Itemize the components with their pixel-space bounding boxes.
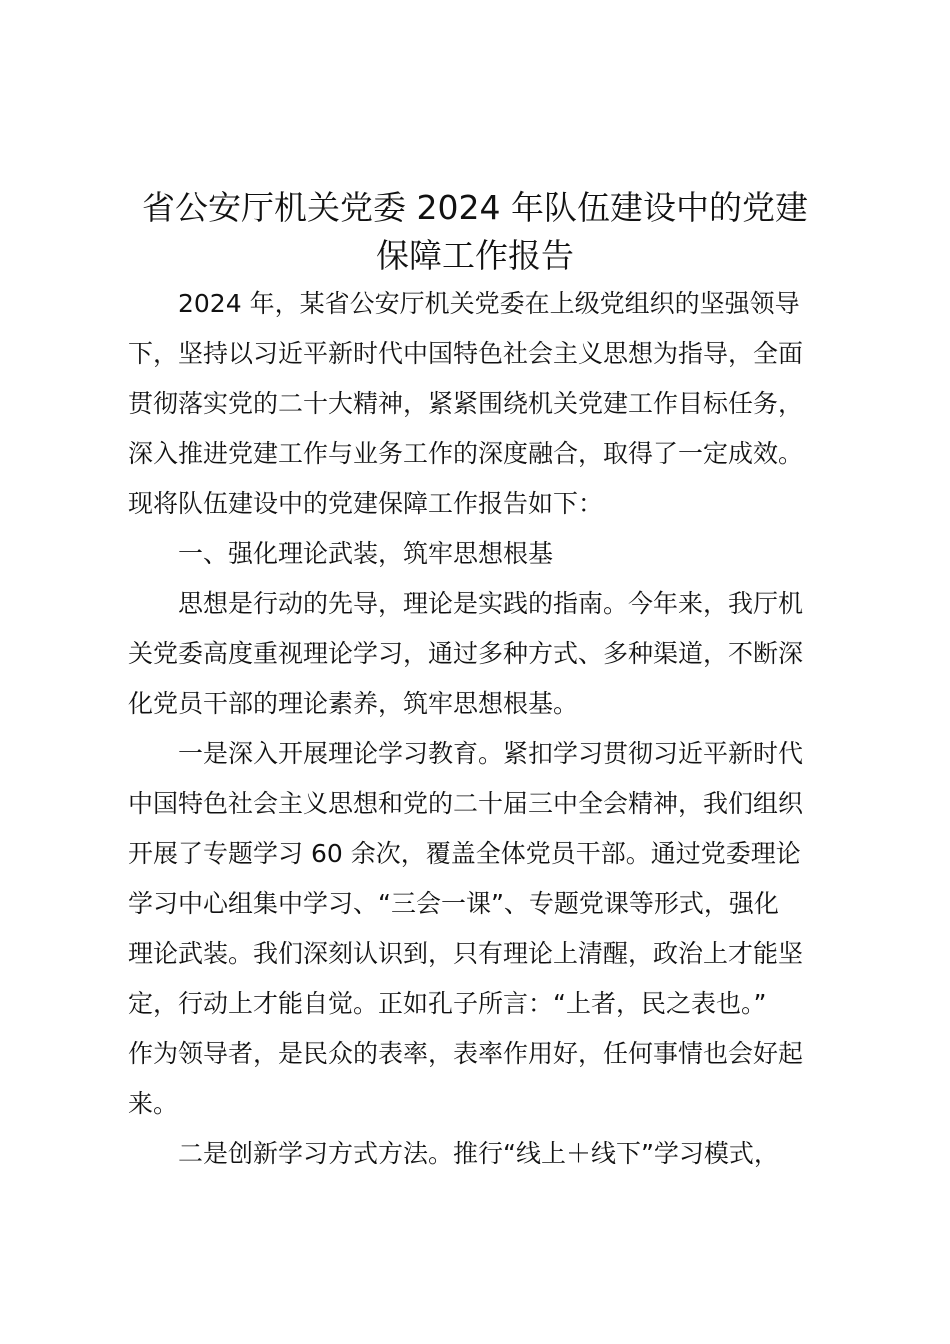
paragraph-1-line-5: 现将队伍建设中的党建保障工作报告如下： — [128, 489, 604, 518]
paragraph-2-line-1: 思想是行动的先导，理论是实践的指南。今年来，我厅机 — [178, 589, 804, 618]
document-title-line-2: 保障工作报告 — [376, 236, 574, 275]
paragraph-3-line-4: 学习中心组集中学习、“三会一课”、专题党课等形式，强化 — [128, 889, 779, 918]
paragraph-3-line-6: 定，行动上才能自觉。正如孔子所言：“上者，民之表也。” — [128, 989, 767, 1018]
paragraph-2-line-2: 关党委高度重视理论学习，通过多种方式、多种渠道，不断深 — [128, 639, 804, 668]
paragraph-1-line-4: 深入推进党建工作与业务工作的深度融合，取得了一定成效。 — [128, 439, 804, 468]
paragraph-1-line-1: 2024 年，某省公安厅机关党委在上级党组织的坚强领导 — [178, 289, 800, 318]
paragraph-3-line-1: 一是深入开展理论学习教育。紧扣学习贯彻习近平新时代 — [178, 739, 804, 768]
paragraph-1-line-2: 下，坚持以习近平新时代中国特色社会主义思想为指导，全面 — [128, 339, 804, 368]
paragraph-1-line-3: 贯彻落实党的二十大精神，紧紧围绕机关党建工作目标任务， — [128, 389, 804, 418]
section-heading-1: 一、强化理论武装，筑牢思想根基 — [178, 539, 554, 568]
paragraph-3-line-5: 理论武装。我们深刻认识到，只有理论上清醒，政治上才能坚 — [128, 939, 804, 968]
paragraph-3-line-8: 来。 — [128, 1089, 179, 1118]
document-title-line-1: 省公安厅机关党委 2024 年队伍建设中的党建 — [142, 188, 808, 227]
paragraph-3-line-2: 中国特色社会主义思想和党的二十届三中全会精神，我们组织 — [128, 789, 804, 818]
paragraph-3-line-3: 开展了专题学习 60 余次，覆盖全体党员干部。通过党委理论 — [128, 839, 801, 868]
paragraph-2-line-3: 化党员干部的理论素养，筑牢思想根基。 — [128, 689, 579, 718]
paragraph-4-line-1: 二是创新学习方式方法。推行“线上＋线下”学习模式， — [178, 1139, 779, 1168]
paragraph-3-line-7: 作为领导者，是民众的表率，表率作用好，任何事情也会好起 — [128, 1039, 804, 1068]
